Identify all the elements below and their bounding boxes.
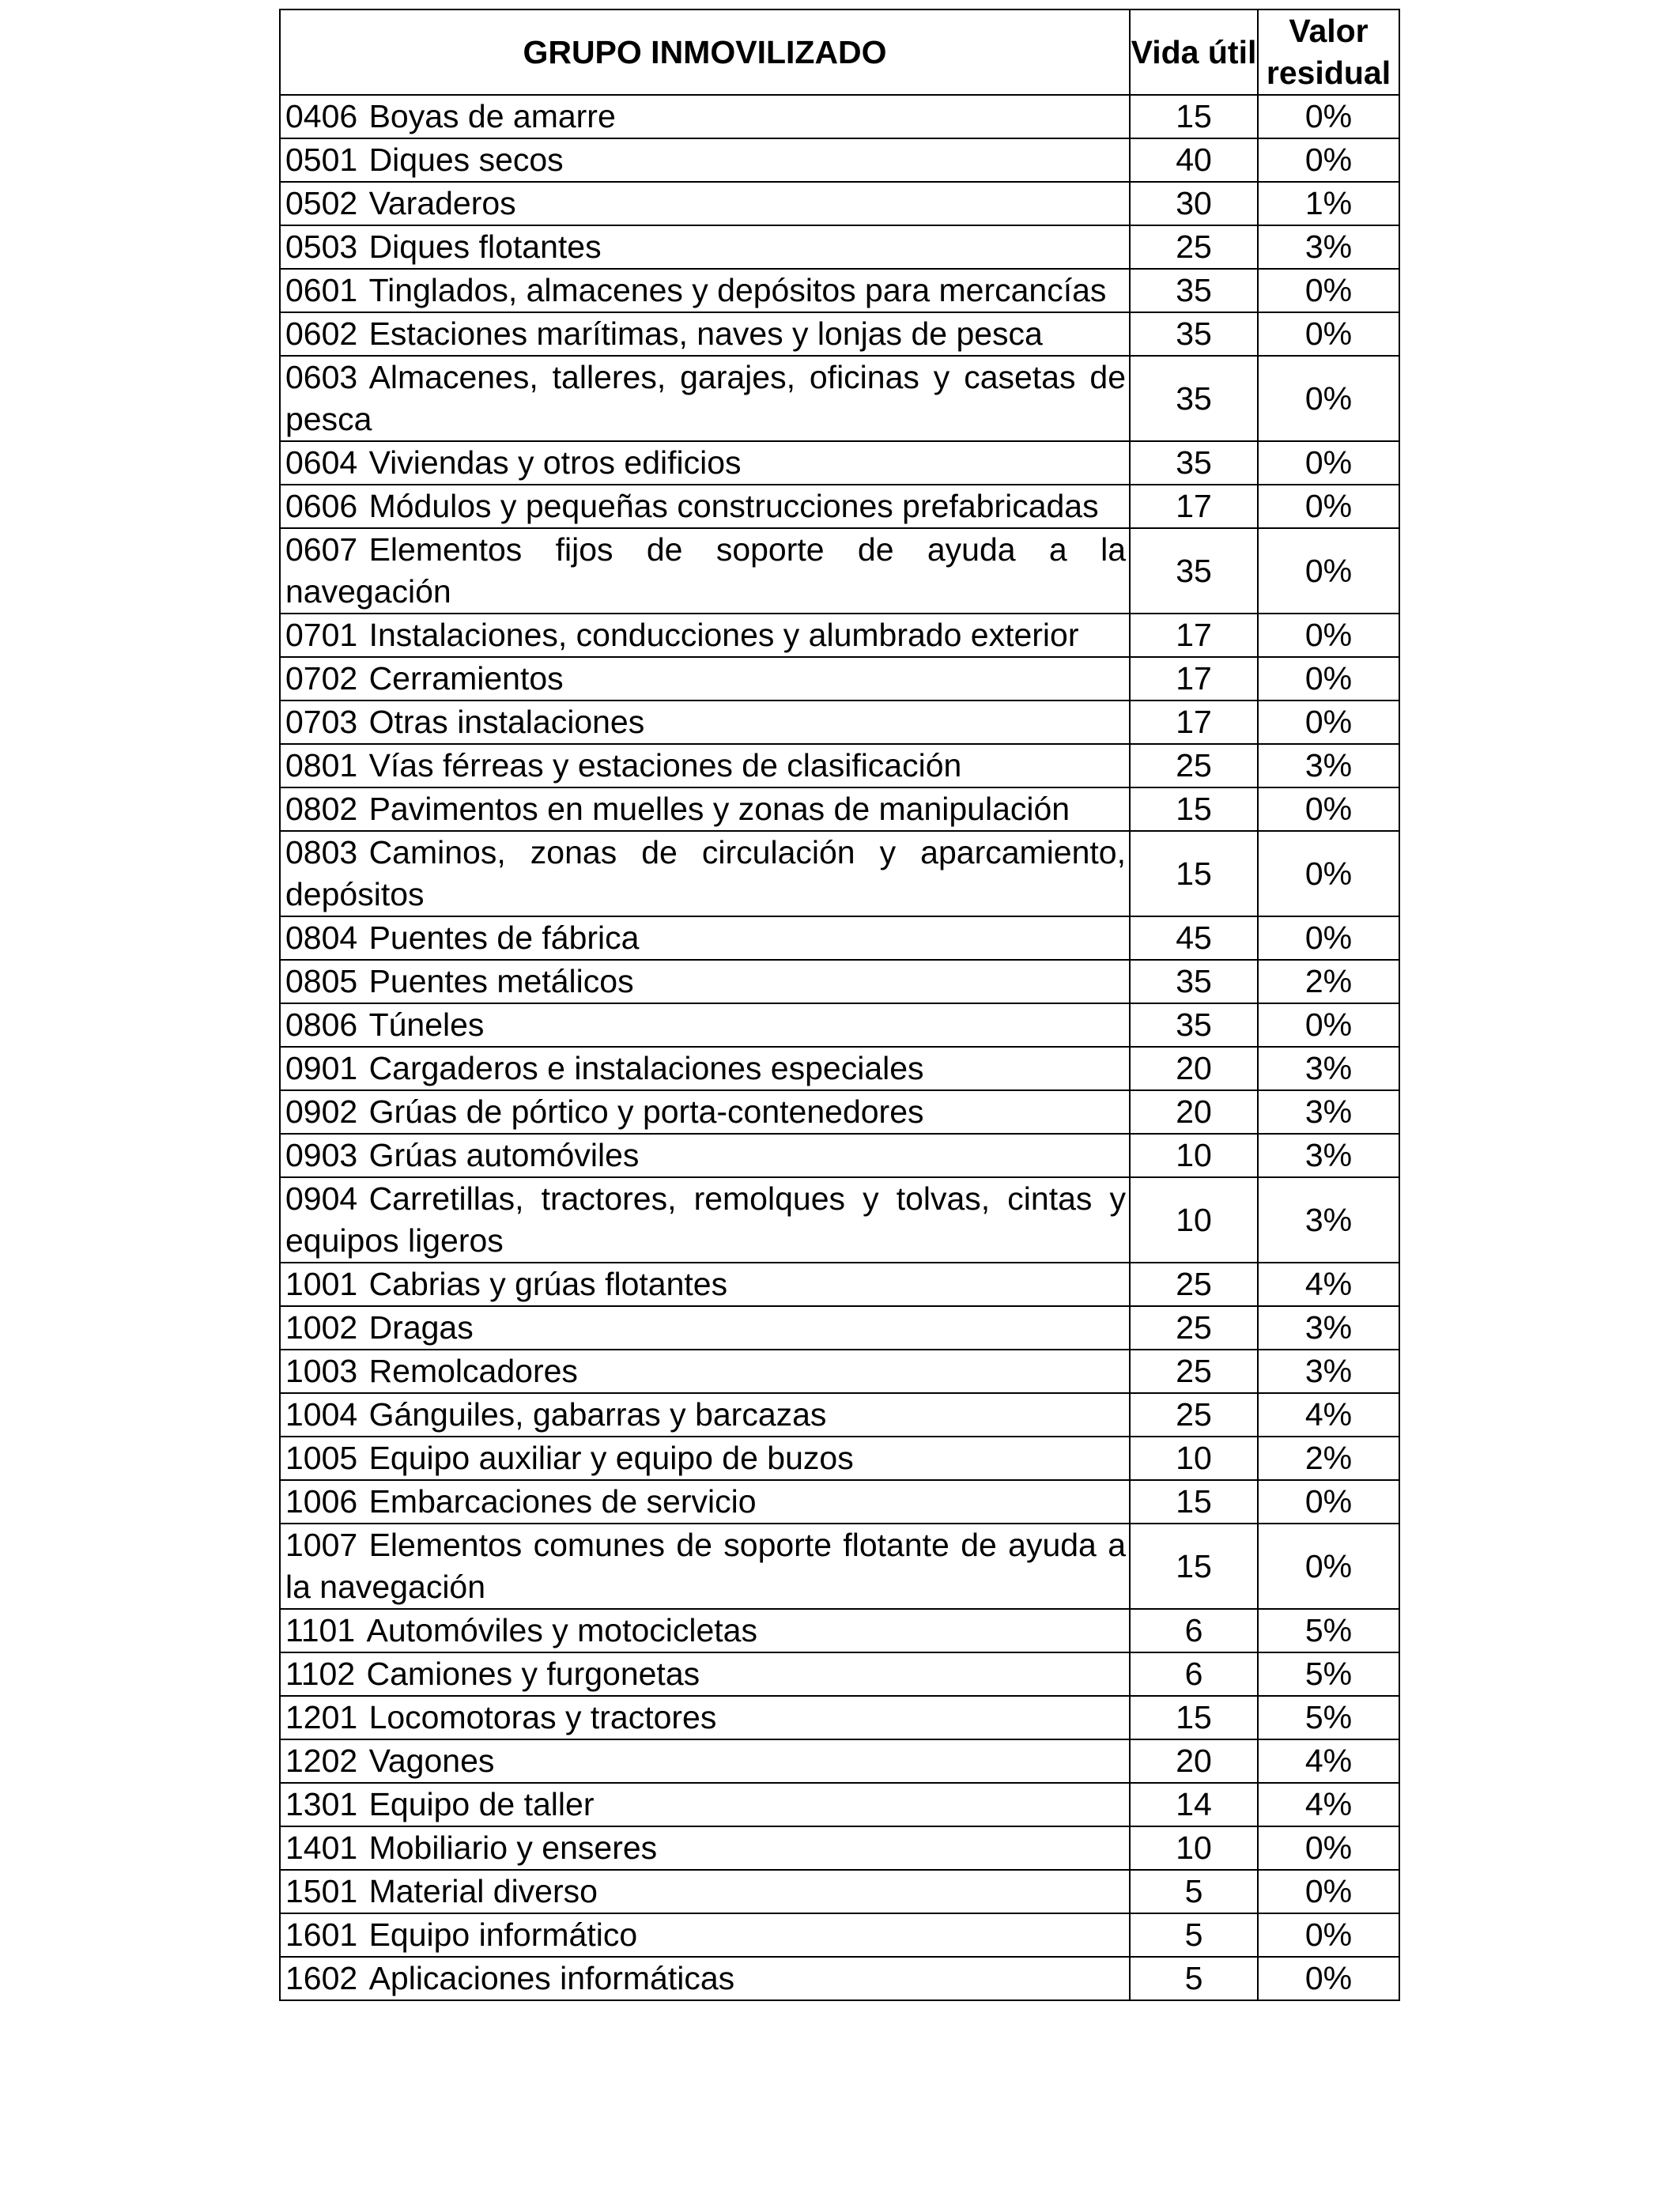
group-name: Boyas de amarre	[368, 98, 616, 134]
residual-value-cell: 0%	[1258, 614, 1399, 657]
group-cell	[280, 916, 1130, 960]
group-name: Camiones y furgonetas	[366, 1656, 700, 1692]
table-row	[280, 1134, 1399, 1177]
useful-life-cell: 5	[1130, 1957, 1258, 2000]
group-name: Cerramientos	[368, 660, 564, 697]
group-name: Dragas	[368, 1309, 474, 1346]
table-row	[280, 312, 1399, 356]
useful-life-cell: 6	[1130, 1609, 1258, 1652]
useful-life-cell: 17	[1130, 614, 1258, 657]
group-cell	[280, 1739, 1130, 1783]
group-name: Otras instalaciones	[368, 704, 645, 740]
group-name: Módulos y pequeñas construcciones prefabricadas	[368, 488, 1099, 524]
group-name: Puentes metálicos	[368, 963, 634, 999]
group-code: 0607	[285, 531, 358, 568]
useful-life-cell: 25	[1130, 1350, 1258, 1393]
table-row	[280, 1783, 1399, 1826]
group-cell	[280, 1870, 1130, 1913]
group-name: Carretillas, tractores, remolques y tolvas, cintas y equipos ligeros	[285, 1180, 1126, 1259]
group-name: Diques secos	[368, 142, 564, 178]
group-code: 1007	[285, 1527, 358, 1563]
group-code: 0803	[285, 834, 358, 870]
group-code: 0502	[285, 185, 358, 221]
group-name: Gánguiles, gabarras y barcazas	[368, 1396, 827, 1433]
group-code: 0904	[285, 1180, 358, 1217]
group-code: 1005	[285, 1440, 358, 1476]
group-code: 0901	[285, 1050, 358, 1086]
table-row	[280, 1957, 1399, 2000]
group-cell	[280, 700, 1130, 744]
table-row	[280, 1047, 1399, 1090]
residual-value-cell: 3%	[1258, 1350, 1399, 1393]
useful-life-cell: 35	[1130, 528, 1258, 614]
depreciation-table-container	[279, 9, 1399, 2001]
group-code: 0903	[285, 1137, 358, 1173]
table-row	[280, 1609, 1399, 1652]
useful-life-cell: 25	[1130, 1263, 1258, 1306]
residual-value-cell: 0%	[1258, 1524, 1399, 1609]
group-cell	[280, 1826, 1130, 1870]
group-cell	[280, 1480, 1130, 1524]
group-name: Túneles	[368, 1006, 485, 1043]
table-row	[280, 1393, 1399, 1437]
group-name: Tinglados, almacenes y depósitos para mercancías	[368, 272, 1107, 308]
useful-life-cell: 15	[1130, 787, 1258, 831]
residual-value-cell: 0%	[1258, 441, 1399, 485]
group-name: Material diverso	[368, 1873, 598, 1909]
group-name: Instalaciones, conducciones y alumbrado exterior	[368, 617, 1079, 653]
residual-value-cell: 0%	[1258, 1870, 1399, 1913]
group-cell	[280, 1609, 1130, 1652]
group-cell	[280, 1263, 1130, 1306]
group-name: Locomotoras y tractores	[368, 1699, 717, 1735]
group-name: Varaderos	[368, 185, 516, 221]
table-row	[280, 528, 1399, 614]
residual-value-cell: 5%	[1258, 1696, 1399, 1739]
useful-life-cell: 15	[1130, 1696, 1258, 1739]
group-cell	[280, 1913, 1130, 1957]
residual-value-cell: 0%	[1258, 485, 1399, 528]
residual-value-cell: 3%	[1258, 1090, 1399, 1134]
table-row	[280, 744, 1399, 787]
group-code: 0601	[285, 272, 358, 308]
group-code: 0406	[285, 98, 358, 134]
useful-life-cell: 14	[1130, 1783, 1258, 1826]
group-cell	[280, 1652, 1130, 1696]
group-code: 1101	[285, 1612, 356, 1648]
group-name: Vagones	[368, 1743, 495, 1779]
group-code: 0801	[285, 747, 358, 784]
residual-value-cell: 2%	[1258, 1437, 1399, 1480]
group-name: Grúas automóviles	[368, 1137, 640, 1173]
residual-value-cell: 0%	[1258, 831, 1399, 916]
useful-life-cell: 5	[1130, 1913, 1258, 1957]
useful-life-cell: 25	[1130, 225, 1258, 269]
group-cell	[280, 787, 1130, 831]
residual-value-cell: 0%	[1258, 700, 1399, 744]
header-residual: Valor residual	[1258, 9, 1399, 95]
group-name: Equipo auxiliar y equipo de buzos	[368, 1440, 854, 1476]
group-cell	[280, 1177, 1130, 1263]
table-body	[280, 95, 1399, 2000]
table-header-row	[280, 9, 1399, 95]
group-cell	[280, 182, 1130, 225]
useful-life-cell: 15	[1130, 95, 1258, 138]
group-code: 0606	[285, 488, 358, 524]
useful-life-cell: 35	[1130, 1003, 1258, 1047]
group-name: Automóviles y motocicletas	[366, 1612, 757, 1648]
residual-value-cell: 3%	[1258, 1047, 1399, 1090]
group-cell	[280, 1696, 1130, 1739]
group-cell	[280, 95, 1130, 138]
group-name: Remolcadores	[368, 1353, 578, 1389]
group-name: Cargaderos e instalaciones especiales	[368, 1050, 924, 1086]
residual-value-cell: 0%	[1258, 1003, 1399, 1047]
residual-value-cell: 0%	[1258, 657, 1399, 700]
table-row	[280, 916, 1399, 960]
table-row	[280, 485, 1399, 528]
table-row	[280, 1350, 1399, 1393]
group-code: 1102	[285, 1656, 356, 1692]
residual-value-cell: 3%	[1258, 1177, 1399, 1263]
useful-life-cell: 25	[1130, 1306, 1258, 1350]
group-code: 0503	[285, 228, 358, 265]
residual-value-cell: 2%	[1258, 960, 1399, 1003]
group-cell	[280, 441, 1130, 485]
group-code: 1002	[285, 1309, 358, 1346]
group-code: 0604	[285, 444, 358, 481]
group-name: Equipo de taller	[368, 1786, 595, 1822]
residual-value-cell: 0%	[1258, 1826, 1399, 1870]
group-name: Pavimentos en muelles y zonas de manipulación	[368, 791, 1070, 827]
table-row	[280, 657, 1399, 700]
residual-value-cell: 4%	[1258, 1393, 1399, 1437]
useful-life-cell: 20	[1130, 1047, 1258, 1090]
group-cell	[280, 1090, 1130, 1134]
useful-life-cell: 15	[1130, 1524, 1258, 1609]
residual-value-cell: 0%	[1258, 1913, 1399, 1957]
group-code: 0702	[285, 660, 358, 697]
group-code: 0805	[285, 963, 358, 999]
useful-life-cell: 35	[1130, 960, 1258, 1003]
residual-value-cell: 4%	[1258, 1783, 1399, 1826]
table-row	[280, 1263, 1399, 1306]
table-row	[280, 1306, 1399, 1350]
group-name: Diques flotantes	[368, 228, 602, 265]
useful-life-cell: 35	[1130, 356, 1258, 441]
group-code: 1301	[285, 1786, 358, 1822]
table-row	[280, 182, 1399, 225]
group-cell	[280, 225, 1130, 269]
table-row	[280, 700, 1399, 744]
group-cell	[280, 528, 1130, 614]
group-code: 1401	[285, 1830, 358, 1866]
table-row	[280, 1090, 1399, 1134]
group-name: Vías férreas y estaciones de clasificación	[368, 747, 962, 784]
group-code: 0804	[285, 920, 358, 956]
group-name: Grúas de pórtico y porta-contenedores	[368, 1093, 924, 1130]
table-row	[280, 1739, 1399, 1783]
useful-life-cell: 5	[1130, 1870, 1258, 1913]
table-row	[280, 1177, 1399, 1263]
group-name: Cabrias y grúas flotantes	[368, 1266, 728, 1302]
group-name: Mobiliario y enseres	[368, 1830, 658, 1866]
group-cell	[280, 1783, 1130, 1826]
table-row	[280, 1003, 1399, 1047]
depreciation-table	[279, 9, 1400, 2001]
table-row	[280, 95, 1399, 138]
table-row	[280, 269, 1399, 312]
table-row	[280, 1480, 1399, 1524]
group-code: 1006	[285, 1483, 358, 1520]
group-code: 0501	[285, 142, 358, 178]
group-cell	[280, 831, 1130, 916]
table-row	[280, 787, 1399, 831]
table-row	[280, 1437, 1399, 1480]
group-cell	[280, 1393, 1130, 1437]
table-row	[280, 1870, 1399, 1913]
group-code: 1003	[285, 1353, 358, 1389]
group-cell	[280, 269, 1130, 312]
residual-value-cell: 0%	[1258, 1957, 1399, 2000]
residual-value-cell: 4%	[1258, 1739, 1399, 1783]
group-name: Elementos fijos de soporte de ayuda a la navegación	[285, 531, 1126, 610]
group-name: Aplicaciones informáticas	[368, 1960, 735, 1996]
table-row	[280, 1696, 1399, 1739]
header-life: Vida útil	[1130, 9, 1258, 95]
residual-value-cell: 0%	[1258, 356, 1399, 441]
group-cell	[280, 614, 1130, 657]
table-row	[280, 138, 1399, 182]
group-name: Equipo informático	[368, 1916, 638, 1953]
useful-life-cell: 15	[1130, 1480, 1258, 1524]
useful-life-cell: 25	[1130, 1393, 1258, 1437]
useful-life-cell: 10	[1130, 1826, 1258, 1870]
group-code: 1501	[285, 1873, 358, 1909]
residual-value-cell: 3%	[1258, 225, 1399, 269]
useful-life-cell: 25	[1130, 744, 1258, 787]
group-cell	[280, 1003, 1130, 1047]
useful-life-cell: 17	[1130, 657, 1258, 700]
useful-life-cell: 10	[1130, 1437, 1258, 1480]
group-code: 0603	[285, 359, 358, 395]
group-name: Elementos comunes de soporte flotante de ayuda a la navegación	[285, 1527, 1126, 1605]
group-cell	[280, 657, 1130, 700]
group-code: 0802	[285, 791, 358, 827]
group-cell	[280, 960, 1130, 1003]
table-row	[280, 1652, 1399, 1696]
group-code: 1201	[285, 1699, 358, 1735]
group-cell	[280, 744, 1130, 787]
group-name: Viviendas y otros edificios	[368, 444, 742, 481]
useful-life-cell: 35	[1130, 269, 1258, 312]
residual-value-cell: 0%	[1258, 312, 1399, 356]
useful-life-cell: 40	[1130, 138, 1258, 182]
group-cell	[280, 138, 1130, 182]
group-cell	[280, 1957, 1130, 2000]
residual-value-cell: 5%	[1258, 1609, 1399, 1652]
table-row	[280, 614, 1399, 657]
table-row	[280, 1826, 1399, 1870]
group-name: Caminos, zonas de circulación y aparcamiento, depósitos	[285, 834, 1126, 912]
table-row	[280, 356, 1399, 441]
useful-life-cell: 20	[1130, 1090, 1258, 1134]
table-row	[280, 1524, 1399, 1609]
useful-life-cell: 20	[1130, 1739, 1258, 1783]
residual-value-cell: 0%	[1258, 95, 1399, 138]
residual-value-cell: 0%	[1258, 787, 1399, 831]
useful-life-cell: 6	[1130, 1652, 1258, 1696]
table-row	[280, 441, 1399, 485]
residual-value-cell: 5%	[1258, 1652, 1399, 1696]
useful-life-cell: 35	[1130, 312, 1258, 356]
useful-life-cell: 10	[1130, 1177, 1258, 1263]
table-row	[280, 1913, 1399, 1957]
residual-value-cell: 4%	[1258, 1263, 1399, 1306]
residual-value-cell: 0%	[1258, 269, 1399, 312]
group-name: Puentes de fábrica	[368, 920, 640, 956]
group-name: Estaciones marítimas, naves y lonjas de pesca	[368, 315, 1043, 352]
group-code: 1001	[285, 1266, 358, 1302]
group-code: 0902	[285, 1093, 358, 1130]
useful-life-cell: 17	[1130, 700, 1258, 744]
group-cell	[280, 1047, 1130, 1090]
group-cell	[280, 485, 1130, 528]
residual-value-cell: 0%	[1258, 138, 1399, 182]
group-code: 1602	[285, 1960, 358, 1996]
group-name: Almacenes, talleres, garajes, oficinas y casetas de pesca	[285, 359, 1126, 437]
group-code: 0602	[285, 315, 358, 352]
residual-value-cell: 0%	[1258, 916, 1399, 960]
useful-life-cell: 10	[1130, 1134, 1258, 1177]
useful-life-cell: 15	[1130, 831, 1258, 916]
useful-life-cell: 17	[1130, 485, 1258, 528]
residual-value-cell: 1%	[1258, 182, 1399, 225]
group-cell	[280, 356, 1130, 441]
useful-life-cell: 30	[1130, 182, 1258, 225]
group-code: 0701	[285, 617, 358, 653]
group-cell	[280, 1524, 1130, 1609]
group-code: 1004	[285, 1396, 358, 1433]
group-cell	[280, 312, 1130, 356]
residual-value-cell: 0%	[1258, 528, 1399, 614]
residual-value-cell: 3%	[1258, 1306, 1399, 1350]
group-cell	[280, 1350, 1130, 1393]
header-group: GRUPO INMOVILIZADO	[280, 9, 1130, 95]
residual-value-cell: 3%	[1258, 744, 1399, 787]
table-row	[280, 831, 1399, 916]
useful-life-cell: 45	[1130, 916, 1258, 960]
group-cell	[280, 1134, 1130, 1177]
group-code: 0806	[285, 1006, 358, 1043]
group-code: 0703	[285, 704, 358, 740]
table-row	[280, 225, 1399, 269]
group-cell	[280, 1437, 1130, 1480]
group-code: 1601	[285, 1916, 358, 1953]
residual-value-cell: 0%	[1258, 1480, 1399, 1524]
useful-life-cell: 35	[1130, 441, 1258, 485]
group-name: Embarcaciones de servicio	[368, 1483, 757, 1520]
group-cell	[280, 1306, 1130, 1350]
residual-value-cell: 3%	[1258, 1134, 1399, 1177]
table-row	[280, 960, 1399, 1003]
group-code: 1202	[285, 1743, 358, 1779]
